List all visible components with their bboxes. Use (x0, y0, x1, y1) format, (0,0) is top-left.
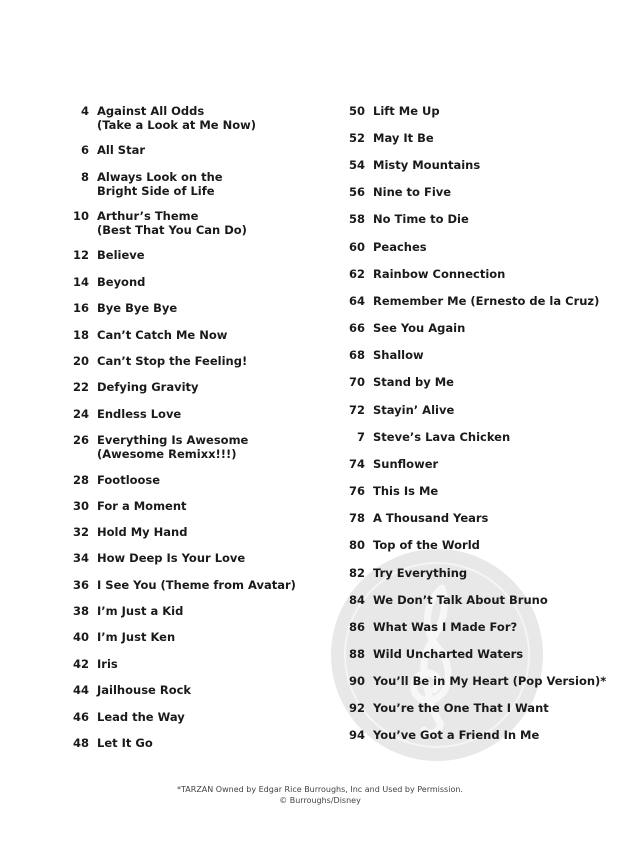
toc-page-number: 54 (348, 158, 365, 172)
toc-song-title: Jailhouse Rock (97, 683, 192, 697)
toc-page-number: 24 (72, 407, 89, 421)
toc-song-title: Iris (97, 657, 118, 671)
toc-song-title: You’ll Be in My Heart (Pop Version)* (373, 674, 607, 688)
toc-page-number: 64 (348, 294, 365, 308)
toc-song-title: Lift Me Up (373, 104, 440, 118)
toc-song-title: Defying Gravity (97, 380, 199, 394)
toc-song-title: Shallow (373, 348, 424, 362)
toc-song-title: Sunflower (373, 457, 439, 471)
toc-page-number: 82 (348, 566, 365, 580)
toc-page-number: 72 (348, 403, 365, 417)
toc-page-number: 16 (72, 301, 89, 315)
toc-page-number: 90 (348, 674, 365, 688)
toc-song-title: Rainbow Connection (373, 267, 506, 281)
toc-page-number: 92 (348, 701, 365, 715)
toc-page-number: 12 (72, 248, 89, 262)
toc-page-number: 42 (72, 657, 89, 671)
toc-page-number: 76 (348, 484, 365, 498)
toc-song-title: I’m Just a Kid (97, 604, 184, 618)
toc-page-number: 88 (348, 647, 365, 661)
toc-song-title: Steve’s Lava Chicken (373, 430, 511, 444)
toc-song-title: Wild Uncharted Waters (373, 647, 524, 661)
toc-page-number: 44 (72, 683, 89, 697)
toc-page-number: 38 (72, 604, 89, 618)
toc-song-title: Remember Me (Ernesto de la Cruz) (373, 294, 600, 308)
toc-song-title: What Was I Made For? (373, 620, 518, 634)
toc-page-number: 52 (348, 131, 365, 145)
toc-page-number: 20 (72, 354, 89, 368)
toc-page-number: 78 (348, 511, 365, 525)
toc-song-title: Believe (97, 248, 145, 262)
toc-page-number: 84 (348, 593, 365, 607)
toc-page-number: 40 (72, 630, 89, 644)
toc-song-title: Always Look on the Bright Side of Life (97, 170, 223, 198)
toc-song-title: Misty Mountains (373, 158, 481, 172)
toc-song-title: Against All Odds (Take a Look at Me Now) (97, 104, 256, 132)
toc-song-title: All Star (97, 143, 145, 157)
footnote-copyright-line: © Burroughs/Disney (279, 796, 361, 805)
toc-page-number: 14 (72, 275, 89, 289)
toc-page-number: 10 (72, 209, 89, 223)
toc-song-title: Everything Is Awesome (Awesome Remixx!!!) (97, 433, 249, 461)
footnote-permission-line: *TARZAN Owned by Edgar Rice Burroughs, Inc and Used by Permission. (177, 785, 463, 794)
toc-page-number: 62 (348, 267, 365, 281)
toc-song-title: A Thousand Years (373, 511, 489, 525)
toc-page-number: 36 (72, 578, 89, 592)
toc-page-number: 50 (348, 104, 365, 118)
footnote (0, 784, 640, 806)
toc-song-title: I’m Just Ken (97, 630, 176, 644)
toc-page-number: 4 (80, 104, 89, 118)
toc-song-title: Stand by Me (373, 375, 454, 389)
toc-song-title: Lead the Way (97, 710, 185, 724)
toc-song-title: May It Be (373, 131, 434, 145)
toc-song-title: How Deep Is Your Love (97, 551, 246, 565)
toc-song-title: Can’t Stop the Feeling! (97, 354, 248, 368)
toc-song-title: You’re the One That I Want (373, 701, 549, 715)
toc-page-number: 74 (348, 457, 365, 471)
toc-song-title: See You Again (373, 321, 466, 335)
toc-song-title: I See You (Theme from Avatar) (97, 578, 296, 592)
toc-page-number: 22 (72, 380, 89, 394)
toc-page-number: 28 (72, 473, 89, 487)
toc-page-number: 58 (348, 212, 365, 226)
toc-song-title: Can’t Catch Me Now (97, 328, 228, 342)
toc-page-number: 66 (348, 321, 365, 335)
toc-page-number: 18 (72, 328, 89, 342)
toc-page-number: 70 (348, 375, 365, 389)
toc-song-title: Stayin’ Alive (373, 403, 455, 417)
toc-song-title: Try Everything (373, 566, 468, 580)
toc-song-title: This Is Me (373, 484, 439, 498)
toc-song-title: Hold My Hand (97, 525, 188, 539)
toc-page-number: 80 (348, 538, 365, 552)
toc-page-number: 94 (348, 728, 365, 742)
toc-page-number: 46 (72, 710, 89, 724)
toc-song-title: Nine to Five (373, 185, 452, 199)
toc-page-number: 30 (72, 499, 89, 513)
toc-song-title: Peaches (373, 240, 427, 254)
toc-song-title: No Time to Die (373, 212, 469, 226)
toc-page-number: 26 (72, 433, 89, 447)
toc-song-title: We Don’t Talk About Bruno (373, 593, 548, 607)
toc-page-number: 7 (356, 430, 365, 444)
toc-song-title: Bye Bye Bye (97, 301, 178, 315)
toc-song-title: Arthur’s Theme (Best That You Can Do) (97, 209, 247, 237)
toc-song-title: Let It Go (97, 736, 153, 750)
toc-page-number: 6 (80, 143, 89, 157)
toc-page-number: 8 (80, 170, 89, 184)
toc-page-number: 68 (348, 348, 365, 362)
toc-page-number: 86 (348, 620, 365, 634)
toc-song-title: For a Moment (97, 499, 187, 513)
toc-page-number: 32 (72, 525, 89, 539)
toc-page-number: 60 (348, 240, 365, 254)
toc-song-title: Footloose (97, 473, 161, 487)
toc-page-number: 56 (348, 185, 365, 199)
toc-song-title: You’ve Got a Friend In Me (373, 728, 540, 742)
toc-song-title: Endless Love (97, 407, 182, 421)
toc-page-number: 34 (72, 551, 89, 565)
toc-page-number: 48 (72, 736, 89, 750)
toc-song-title: Top of the World (373, 538, 480, 552)
toc-song-title: Beyond (97, 275, 146, 289)
